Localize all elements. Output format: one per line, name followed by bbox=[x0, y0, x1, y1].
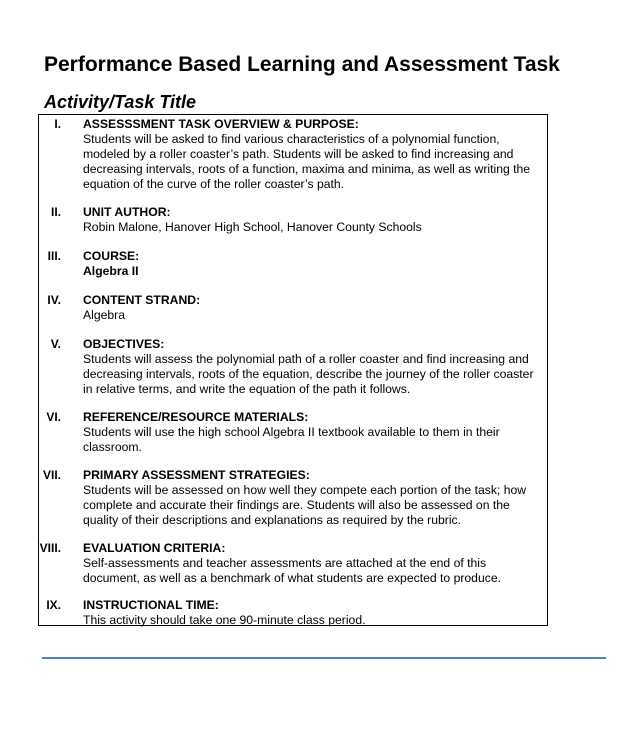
section-numeral: V. bbox=[50, 337, 61, 351]
section-body: Students will be asked to find various characteristics of a polynomial function, modeled by a roller coaster’s path. Students will be asked to find increasing and decreasing intervals, roots of a function, maxima and minima, as well as writing the equation of the curve of the roller coaster’s path. bbox=[83, 132, 531, 191]
section-body: Students will be assessed on how well they compete each portion of the task; how complete and accurate their findings are. Students will also be assessed on the quality of their descriptions and explanations as required by the rubric. bbox=[83, 483, 527, 527]
section-heading: UNIT AUTHOR: bbox=[83, 205, 171, 219]
section-heading: REFERENCE/RESOURCE MATERIALS: bbox=[83, 410, 309, 424]
divider-line bbox=[42, 657, 606, 659]
section-numeral: IV. bbox=[47, 293, 61, 307]
section-heading: ASSESSSMENT TASK OVERVIEW & PURPOSE: bbox=[83, 117, 359, 131]
section-numeral: IX. bbox=[46, 598, 61, 612]
section-heading: COURSE: bbox=[83, 249, 140, 263]
section-body: Algebra bbox=[83, 308, 126, 322]
section-numeral: VIII. bbox=[39, 541, 61, 555]
section-numeral: VI. bbox=[46, 410, 61, 424]
section-numeral: II. bbox=[50, 205, 61, 219]
section-numeral: VII. bbox=[42, 468, 61, 482]
task-details-box bbox=[38, 114, 548, 626]
section-numeral: III. bbox=[47, 249, 61, 263]
section-body: Students will assess the polynomial path of a roller coaster and find increasing and decreasing intervals, roots of the equation, describe the journey of the roller coaster in relative terms, and write the equation of the path it follows. bbox=[83, 352, 534, 396]
section-heading: INSTRUCTIONAL TIME: bbox=[83, 598, 219, 612]
section-heading: PRIMARY ASSESSMENT STRATEGIES: bbox=[83, 468, 310, 482]
section-body: Students will use the high school Algebra II textbook available to them in their classroom. bbox=[83, 425, 500, 454]
section-body: Self-assessments and teacher assessments are attached at the end of this document, as well as a benchmark of what students are expected to produce. bbox=[83, 556, 501, 585]
document-title: Performance Based Learning and Assessment Task bbox=[44, 53, 560, 76]
section-body: This activity should take one 90-minute class period. bbox=[83, 613, 366, 627]
section-numeral: I. bbox=[54, 117, 61, 131]
section-body: Robin Malone, Hanover High School, Hanover County Schools bbox=[83, 220, 422, 234]
section-body: Algebra II bbox=[83, 264, 139, 278]
section-heading: CONTENT STRAND: bbox=[83, 293, 201, 307]
activity-task-title: Activity/Task Title bbox=[44, 92, 197, 112]
section-heading: EVALUATION CRITERIA: bbox=[83, 541, 226, 555]
section-heading: OBJECTIVES: bbox=[83, 337, 165, 351]
